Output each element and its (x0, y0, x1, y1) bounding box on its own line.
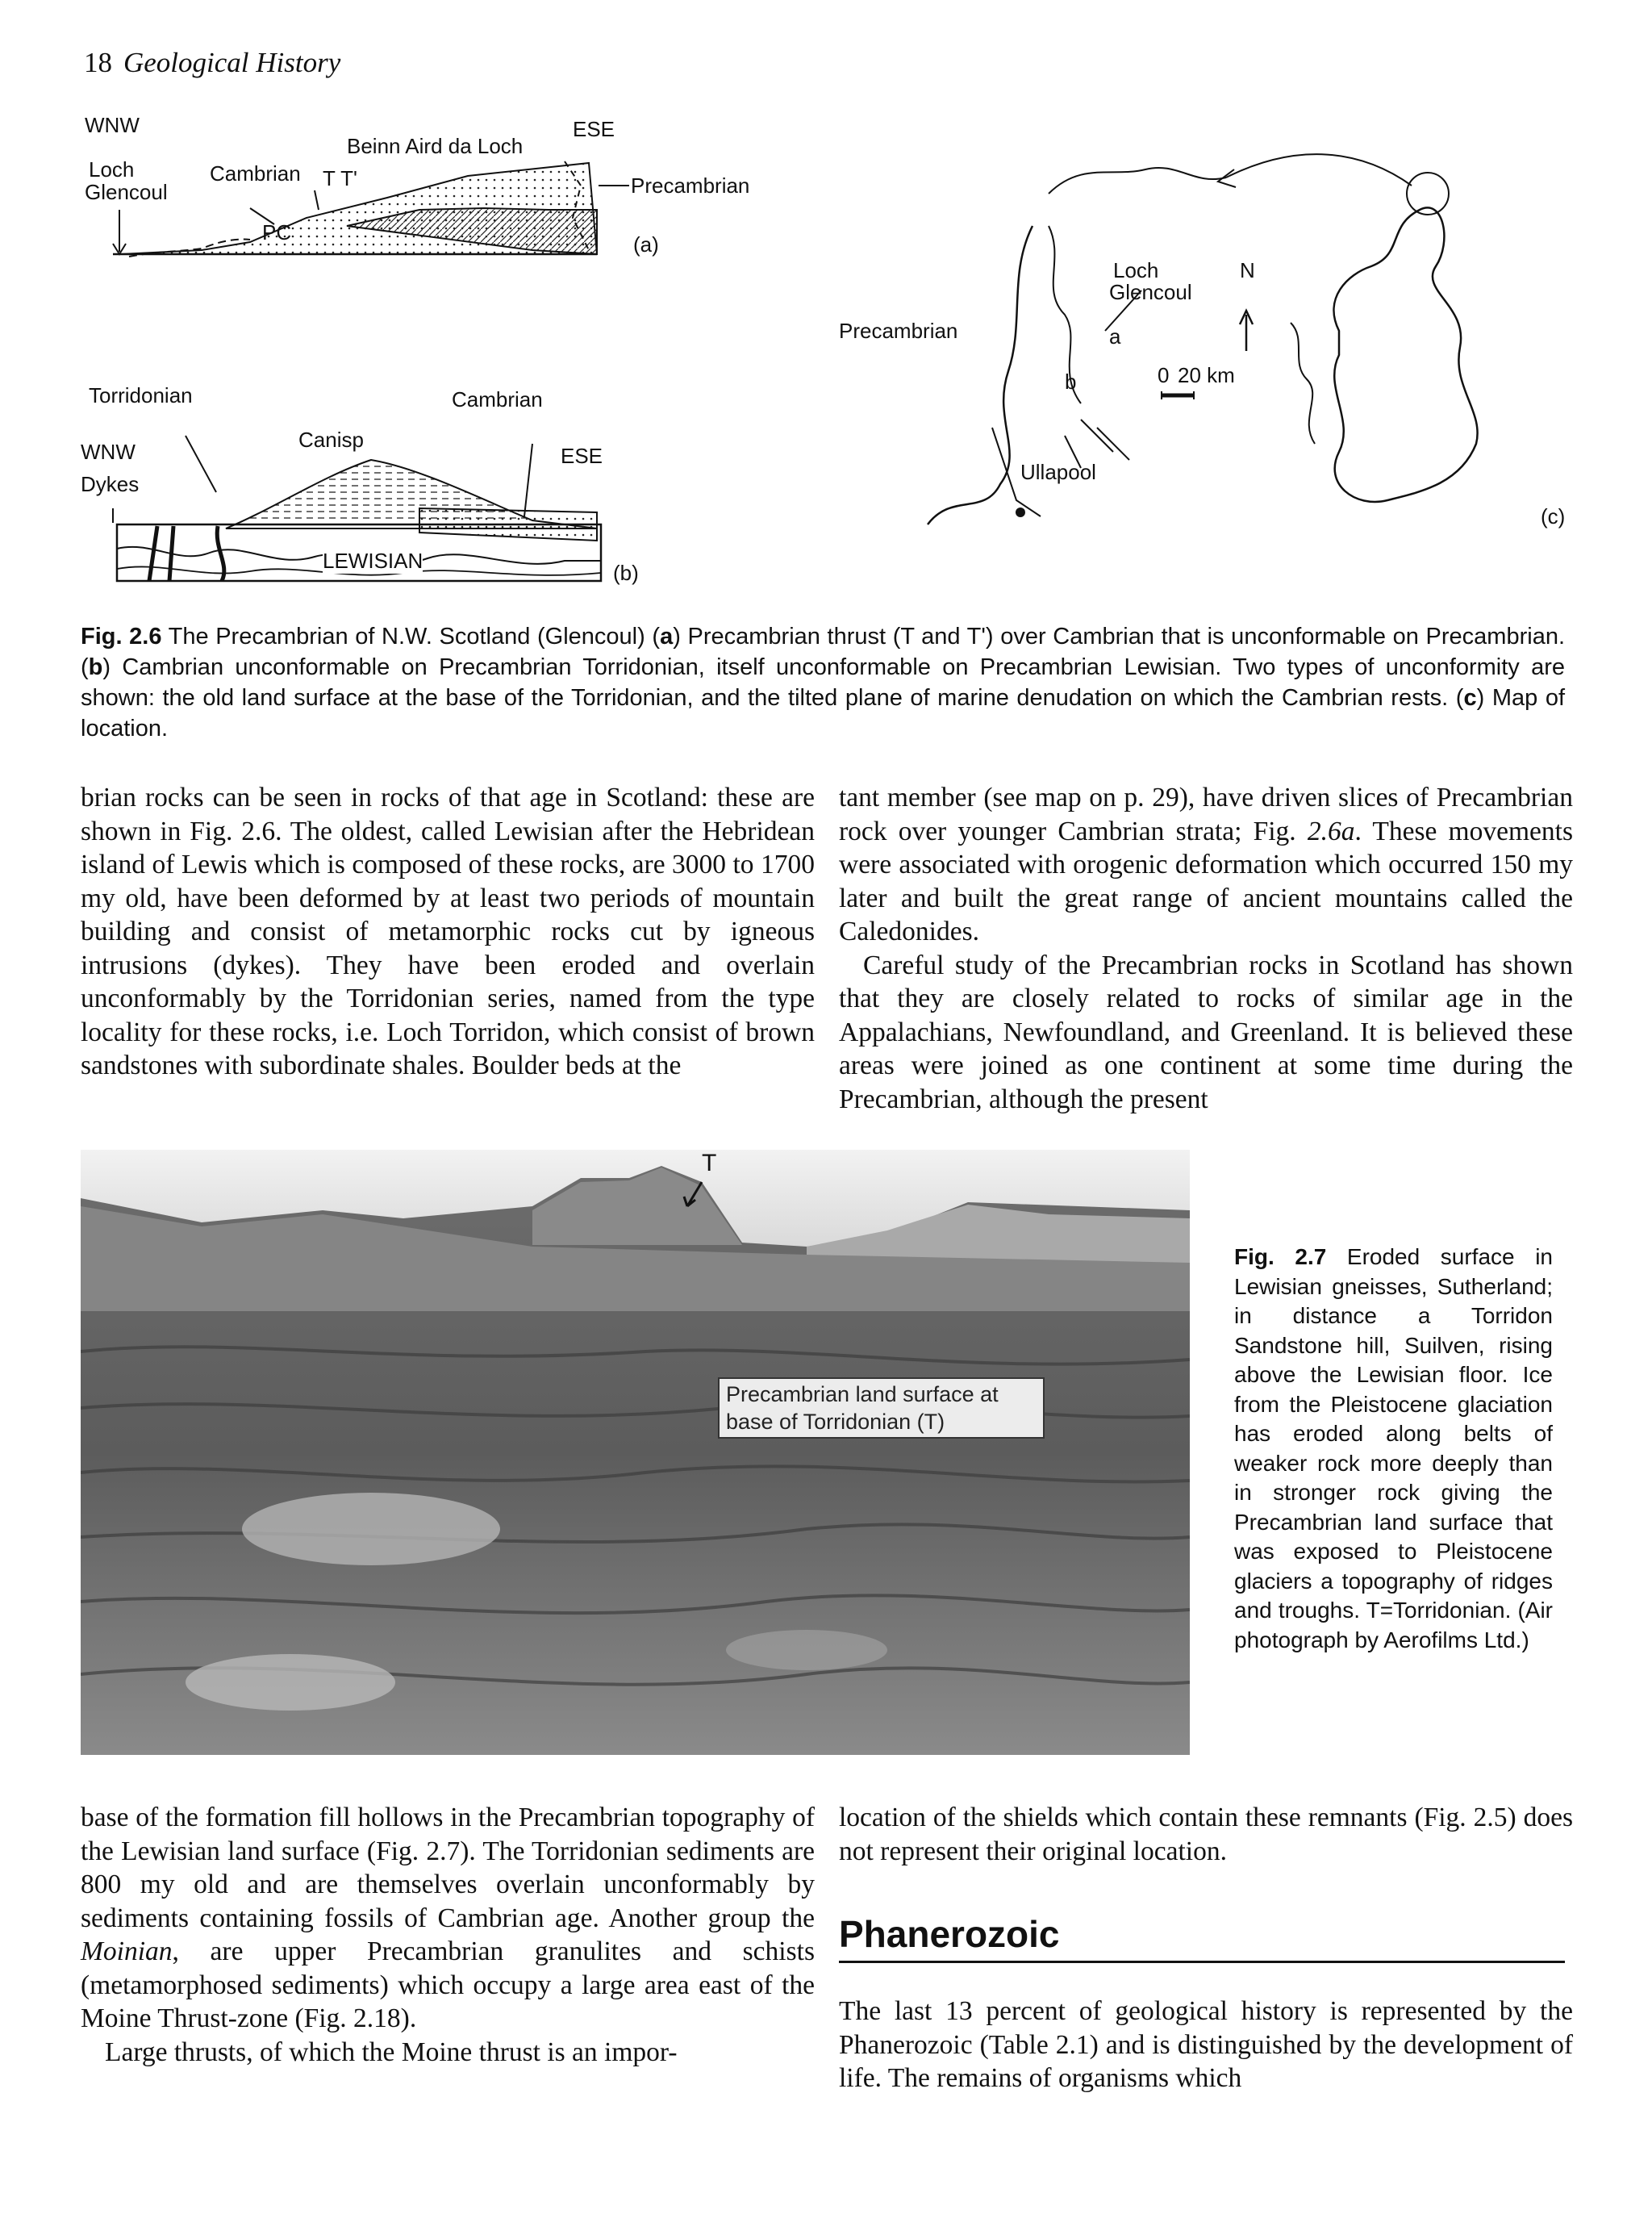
photo-t-marker: T (702, 1150, 717, 1176)
paragraph-lower-right-1: location of the shields which contain these remnants (Fig. 2.5) does not represent their original location. (839, 1803, 1573, 1866)
figure-2-6-panel-a (81, 113, 750, 274)
heading-rule (839, 1961, 1565, 1963)
panel-a-t: T T' (323, 166, 358, 190)
caption-part-3: ) Cambrian unconformable on Precambrian Torridonian, itself unconformable on Precambrian Lewisian. Two types of unconformity are shown: the old land surface at the base of the Torridonian, and the tilted plane of marine denudation on which the Cambrian rests. ( (81, 654, 1565, 711)
text-lower-right (839, 1801, 1573, 1868)
panel-a-tag: (a) (633, 232, 659, 257)
text-lower-right-2 (839, 1995, 1573, 2095)
figure-2-6-panel-b (81, 379, 670, 589)
figure-2-6-panel-c (839, 113, 1581, 557)
panel-c-ullapool: Ullapool (1020, 460, 1096, 484)
panel-a-ese: ESE (573, 117, 615, 141)
fig-2-6-label: Fig. 2.6 (81, 624, 162, 650)
panel-b-cambrian: Cambrian (452, 387, 543, 411)
caption-key-a: a (660, 624, 674, 650)
caption-part-4: ) Map of location. (81, 685, 1566, 742)
lower-left-1b: , are upper Precambrian granulites and schists (metamorphosed sediments) which occupy a large area east of the Moine Thrust-zone (Fig. 2.18). (81, 1936, 815, 2033)
text-upper-right (839, 781, 1573, 1116)
panel-c-glencoul: Glencoul (1109, 280, 1192, 304)
lower-left-1a: base of the formation fill hollows in the Precambrian topography of the Lewisian land surface (Fig. 2.7). The Torridonian sediments are 800 my old and are themselves overlain unconformably by sediments containing fossils of Cambrian age. Another group the (81, 1803, 815, 1933)
panel-c-loch: Loch (1113, 258, 1159, 282)
panel-b-canisp: Canisp (298, 428, 364, 452)
caption-key-c: c (1463, 685, 1477, 711)
photo-landscape-rendering (81, 1150, 1190, 1755)
section-heading-phanerozoic: Phanerozoic (839, 1913, 1060, 1955)
panel-c-north: N (1240, 258, 1255, 282)
fig-2-7-label: Fig. 2.7 (1234, 1244, 1327, 1269)
text-lower-left (81, 1801, 815, 2069)
panel-a-pc: PC (262, 220, 292, 244)
caption-key-b: b (88, 654, 103, 680)
panel-c-precambrian: Precambrian (839, 319, 958, 343)
panel-c-tag: (c) (1541, 504, 1566, 528)
upper-right-1a: tant member (see map on p. 29), have driven slices of Precambrian rock over younger Cambrian strata; Fig. (839, 783, 1573, 846)
panel-b-torridonian: Torridonian (89, 383, 193, 407)
panel-a-precambrian: Precambrian (631, 173, 750, 198)
caption-part-2: ) Precambrian thrust (T and T') over Cambrian that is unconformable on Precambrian. ( (81, 624, 1566, 680)
paragraph-lower-left-1 (81, 1801, 815, 2036)
paragraph-lower-right-2: The last 13 percent of geological history is represented by the Phanerozoic (Table 2.1) and is distinguished by the development of life. The remains of organisms which (839, 1996, 1573, 2093)
panel-a-cambrian: Cambrian (210, 161, 301, 186)
upper-right-fig-ref: 2.6a (1307, 816, 1355, 846)
panel-a-beinn: Beinn Aird da Loch (347, 134, 524, 158)
panel-a-glencoul: Glencoul (85, 180, 168, 204)
paragraph-lower-left-2: Large thrusts, of which the Moine thrust is an impor- (105, 2037, 678, 2067)
panel-c-b: b (1065, 370, 1077, 394)
panel-c-a: a (1109, 324, 1121, 349)
paragraph-upper-right-2: Careful study of the Precambrian rocks in Scotland has shown that they are closely related to rocks of similar age in the Appalachians, Newfoundland, and Greenland. It is believed these areas were joined as one continent at some time during the Precambrian, although the present (839, 950, 1573, 1114)
panel-c-scale-zero: 0 (1158, 363, 1170, 387)
panel-b-tag: (b) (613, 561, 639, 585)
running-title: Geological History (123, 47, 341, 78)
photo-label-line-2: base of Torridonian (T) (726, 1410, 945, 1434)
running-head (84, 47, 340, 79)
panel-b-lewisian: LEWISIAN (323, 549, 423, 573)
figure-2-7-photo (81, 1150, 1190, 1755)
panel-c-scale-km: 20 km (1178, 363, 1235, 387)
figure-2-6-caption (81, 621, 1565, 744)
paragraph-upper-right-1 (839, 781, 1573, 949)
fig-2-7-text: Eroded surface in Lewisian gneisses, Sutherland; in distance a Torridon Sandstone hill, Suilven, rising above the Lewisian floor. Ice from the Pleistocene glaciation has eroded along belts of weaker rock more deeply than in stronger rock giving the Precambrian land surface that was exposed to Pleistocene glaciers a topography of ridges and troughs. T=Torridonian. (Air photograph by Aerofilms Ltd.) (1234, 1244, 1553, 1652)
upper-right-1b: . These movements were associated with orogenic deformation which occurred 150 my later and built the great range of ancient mountains called the Caledonides. (839, 816, 1573, 946)
paragraph-upper-left: brian rocks can be seen in rocks of that age in Scotland: these are shown in Fig. 2.6. The oldest, called Lewisian after the Hebridean island of Lewis which is composed of these rocks, are 3000 to 1700 my old, have been deformed by at least two periods of mountain building and consist of metamorphic rocks cut by igneous intrusions (dykes). They have been eroded and overlain unconformably by the Torridonian series, named from the type locality for these rocks, i.e. Loch Torridon, which consist of brown sandstones with subordinate shales. Boulder beds at the (81, 783, 815, 1080)
panel-b-dykes: Dykes (81, 472, 140, 496)
page-number: 18 (84, 47, 112, 78)
panel-a-wnw: WNW (85, 113, 140, 137)
panel-b-ese: ESE (561, 444, 603, 468)
photo-label-line-1: Precambrian land surface at (726, 1382, 999, 1406)
panel-a-loch: Loch (89, 157, 135, 182)
lower-left-moinian: Moinian (81, 1936, 173, 1966)
figure-2-7-caption (1234, 1243, 1553, 1655)
photo-inset-label (718, 1377, 1045, 1439)
panel-b-wnw: WNW (81, 440, 136, 464)
caption-part-1: The Precambrian of N.W. Scotland (Glencoul) ( (161, 624, 661, 650)
text-upper-left (81, 781, 815, 1083)
